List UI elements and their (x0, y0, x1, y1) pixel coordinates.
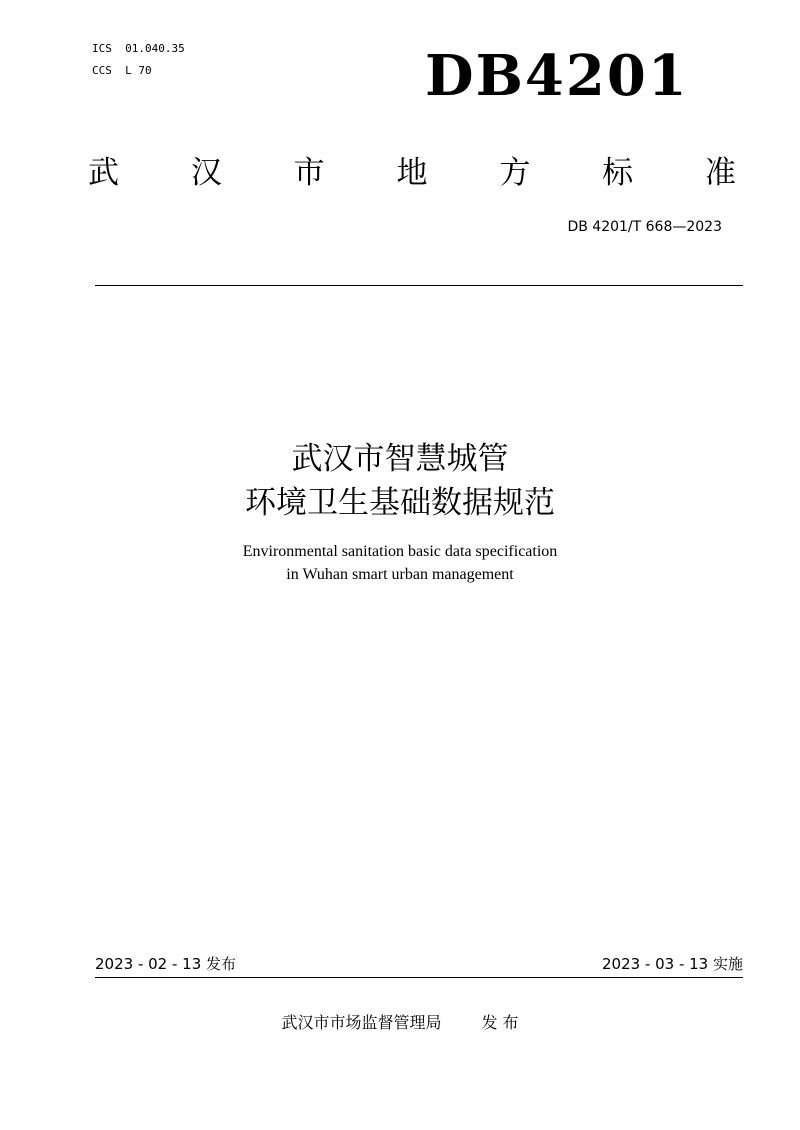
standard-number: DB 4201/T 668—2023 (567, 219, 722, 235)
standard-type-char: 标 (602, 155, 634, 191)
bottom-divider (95, 977, 743, 978)
issue-label: 发 布 (481, 1013, 519, 1032)
ccs-code: CCS L 70 (92, 64, 152, 77)
standard-type-char: 武 (88, 155, 119, 191)
standard-type-char: 准 (704, 155, 736, 191)
issuer-line (0, 1011, 800, 1035)
publish-date: 2023 - 02 - 13 发布 (95, 955, 237, 973)
document-title-en-line2: in Wuhan smart urban management (286, 566, 514, 583)
document-title-cn-line2: 环境卫生基础数据规范 (245, 485, 555, 521)
classification-codes (92, 38, 185, 82)
ics-code: ICS 01.040.35 (92, 42, 185, 55)
standard-type-char: 地 (396, 155, 428, 191)
document-title-cn-line1: 武汉市智慧城管 (291, 441, 509, 477)
db-logo: DB4201 (425, 43, 689, 109)
implement-date: 2023 - 03 - 13 实施 (601, 955, 743, 973)
standard-type-char: 市 (293, 155, 325, 191)
document-title-en-line1: Environmental sanitation basic data specification (242, 543, 558, 560)
standard-type-char: 汉 (190, 155, 222, 191)
standard-type-char: 方 (499, 155, 531, 191)
issuer-name: 武汉市市场监督管理局 (281, 1013, 442, 1032)
standard-type-title (88, 150, 736, 196)
top-divider (95, 285, 743, 286)
